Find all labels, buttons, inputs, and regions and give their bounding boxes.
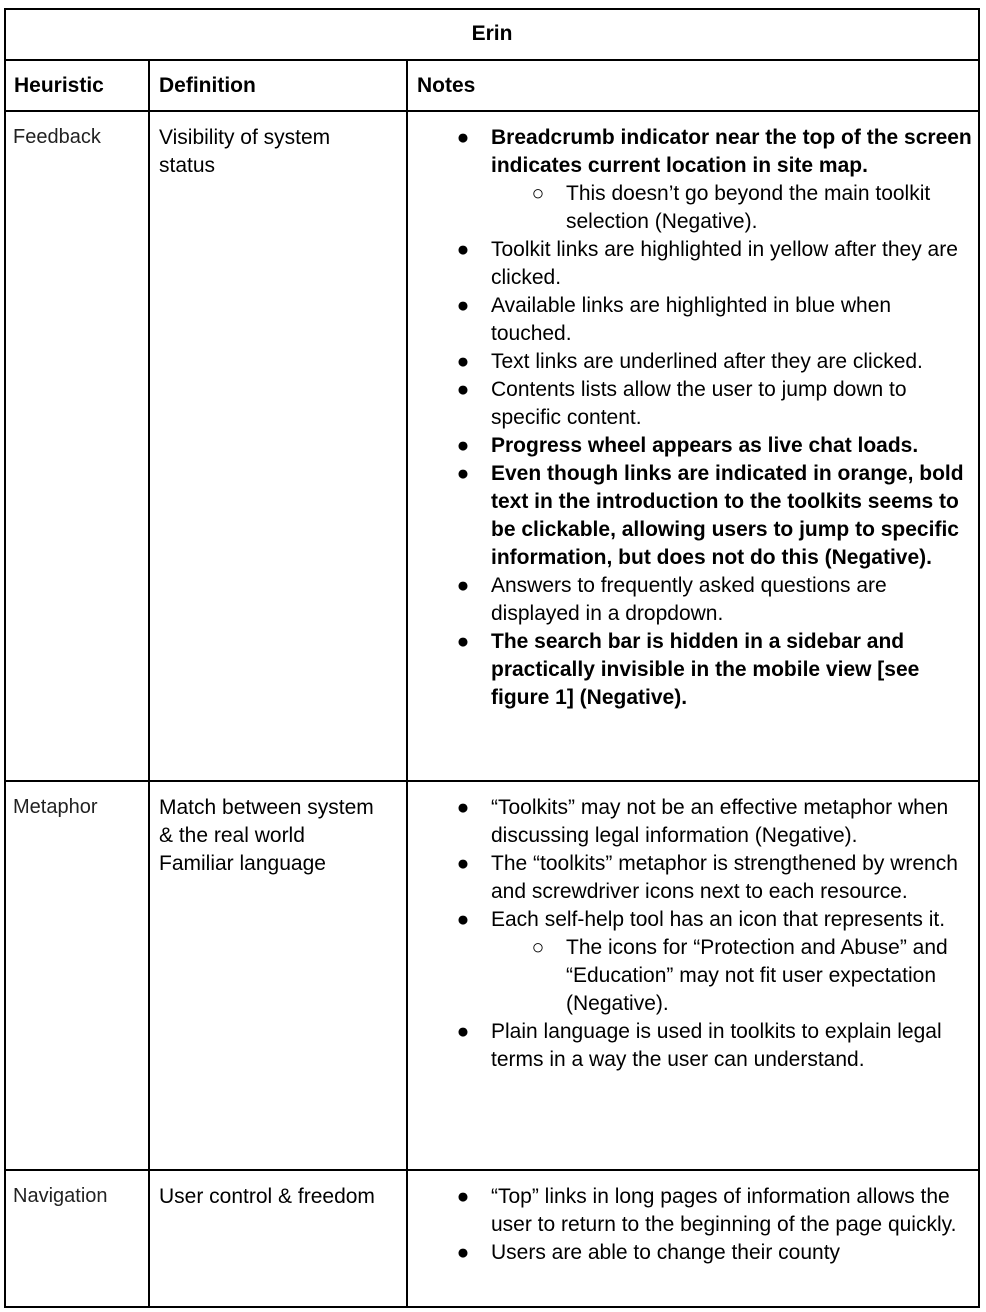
heuristic-cell: Feedback (13, 126, 101, 148)
note-text: Answers to frequently asked questions are displayed in a dropdown. (491, 574, 887, 625)
definition-line: Match between system (159, 796, 374, 819)
table-border-bottom (4, 1306, 980, 1308)
heuristic-cell: Navigation (13, 1185, 108, 1207)
note-text: Each self-help tool has an icon that represents it. (491, 908, 946, 931)
bullet-icon: ● (456, 574, 470, 597)
column-divider-1 (148, 59, 150, 1308)
note-text: Plain language is used in toolkits to explain legal terms in a way the user can understand. (491, 1020, 942, 1071)
header-heuristic: Heuristic (14, 74, 104, 97)
bullet-icon: ● (456, 294, 470, 317)
note-text: Toolkit links are highlighted in yellow after they are clicked. (491, 238, 958, 289)
note-item (407, 1239, 977, 1267)
bullet-icon: ● (456, 238, 470, 261)
row-divider-1 (4, 780, 980, 782)
note-text: Contents lists allow the user to jump down to specific content. (491, 378, 907, 429)
note-item (407, 1018, 977, 1074)
note-text: Users are able to change their county (491, 1241, 841, 1264)
note-text: This doesn’t go beyond the main toolkit selection (Negative). (566, 182, 931, 233)
bullet-icon: ● (456, 908, 470, 931)
definition-line: & the real world (159, 824, 305, 847)
table-title: Erin (471, 22, 513, 45)
note-subitem (407, 180, 977, 236)
table-border-left (4, 8, 6, 1308)
note-item (407, 124, 977, 180)
definition-line: status (159, 154, 216, 177)
row-divider-2 (4, 1169, 980, 1171)
definition-cell (159, 794, 399, 878)
note-item (407, 1183, 977, 1239)
hollow-bullet-icon: ○ (531, 936, 545, 959)
definition-line: Visibility of system (159, 126, 331, 149)
bullet-icon: ● (456, 852, 470, 875)
definition-line: Familiar language (159, 852, 326, 875)
note-item (407, 460, 977, 572)
header-notes: Notes (417, 74, 476, 97)
notes-cell (407, 1183, 977, 1267)
note-text: The icons for “Protection and Abuse” and “Education” may not fit user expectation (Negative). (566, 936, 948, 1015)
note-item (407, 432, 977, 460)
hollow-bullet-icon: ○ (531, 182, 545, 205)
note-text: Even though links are indicated in orange, bold text in the introduction to the toolkits seems to be clickable, allowing users to jump to specific information, but does not do this (Negative). (491, 462, 964, 569)
bullet-icon: ● (456, 462, 470, 485)
definition-cell (159, 1183, 404, 1211)
definition-cell (159, 124, 399, 180)
note-text: “Top” links in long pages of information allows the user to return to the beginning of the page quickly. (491, 1185, 957, 1236)
note-item (407, 348, 977, 376)
bullet-icon: ● (456, 350, 470, 373)
note-item (407, 794, 977, 850)
bullet-icon: ● (456, 434, 470, 457)
note-text: Breadcrumb indicator near the top of the screen indicates current location in site map. (491, 126, 972, 177)
bullet-icon: ● (456, 378, 470, 401)
bullet-icon: ● (456, 1241, 470, 1264)
note-item (407, 236, 977, 292)
bullet-icon: ● (456, 630, 470, 653)
heuristic-cell: Metaphor (13, 796, 98, 818)
header-divider (4, 110, 980, 112)
note-subitem (407, 934, 977, 1018)
table-border-right (978, 8, 980, 1308)
bullet-icon: ● (456, 1020, 470, 1043)
definition-line: User control & freedom (159, 1185, 375, 1208)
note-text: “Toolkits” may not be an effective metaphor when discussing legal information (Negative). (491, 796, 949, 847)
header-definition: Definition (159, 74, 256, 97)
notes-cell (407, 794, 977, 1074)
notes-cell (407, 124, 977, 712)
note-text: The search bar is hidden in a sidebar and practically invisible in the mobile view [see figure 1] (Negative). (491, 630, 920, 709)
note-item (407, 906, 977, 934)
note-item (407, 292, 977, 348)
note-item (407, 572, 977, 628)
note-text: Progress wheel appears as live chat loads. (491, 434, 919, 457)
note-text: Text links are underlined after they are clicked. (491, 350, 923, 373)
note-item (407, 850, 977, 906)
note-text: The “toolkits” metaphor is strengthened by wrench and screwdriver icons next to each resource. (491, 852, 958, 903)
heuristic-evaluation-table (4, 8, 980, 1308)
note-text: Available links are highlighted in blue when touched. (491, 294, 892, 345)
bullet-icon: ● (456, 1185, 470, 1208)
note-item (407, 376, 977, 432)
note-item (407, 628, 977, 712)
bullet-icon: ● (456, 126, 470, 149)
bullet-icon: ● (456, 796, 470, 819)
